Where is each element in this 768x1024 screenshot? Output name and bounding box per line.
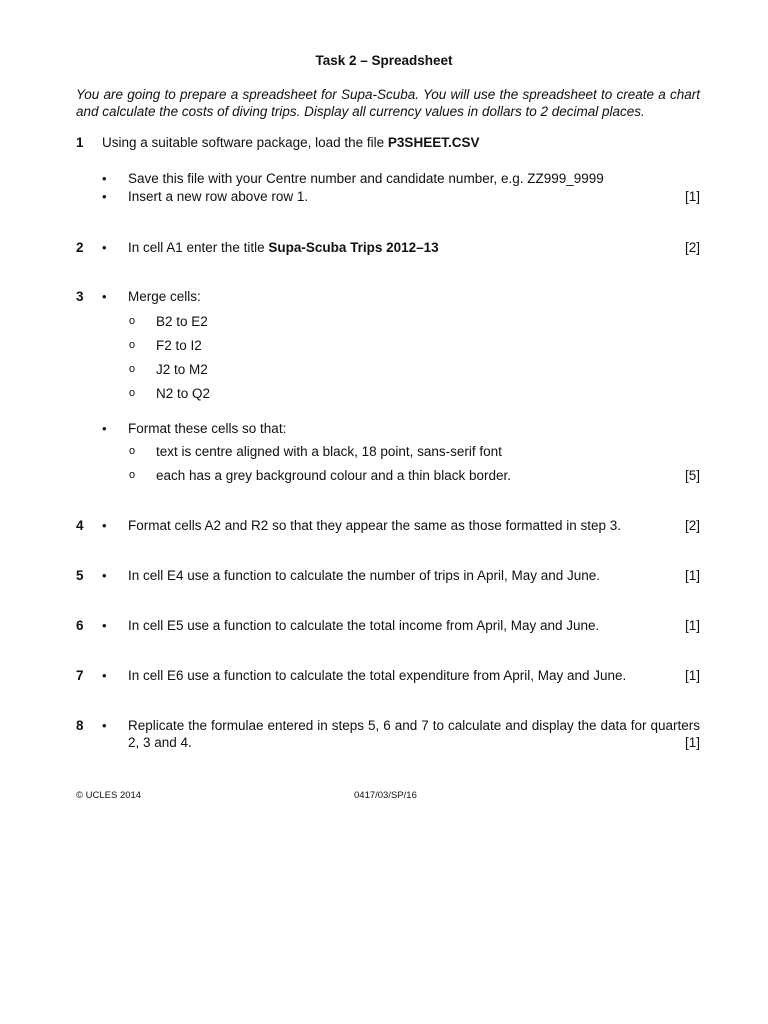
bullet: • — [102, 518, 107, 533]
question-2-mark: [2] — [684, 240, 700, 255]
question-4-text: Format cells A2 and R2 so that they appear the same as those formatted in step 3. — [128, 518, 622, 533]
merge-cell-item: N2 to Q2 — [156, 386, 211, 401]
intro-paragraph: You are going to prepare a spreadsheet for Supa-Scuba. You will use the spreadsheet to create a chart and calculate the costs of diving trips. Display all currency values in dollars to 2 decimal places. — [76, 87, 700, 119]
question-6-number: 6 — [76, 618, 84, 633]
question-8-text: Replicate the formulae entered in steps 5, 6 and 7 to calculate and display the data for quarters 2, 3 and 4. — [128, 718, 700, 750]
bullet: • — [102, 289, 107, 304]
bullet: • — [102, 421, 107, 436]
question-7-mark: [1] — [684, 668, 700, 683]
question-5-number: 5 — [76, 568, 84, 583]
merge-cell-item: B2 to E2 — [156, 314, 208, 329]
question-1-bullet-1: Save this file with your Centre number and candidate number, e.g. ZZ999_9999 — [128, 171, 604, 186]
bullet: • — [102, 668, 107, 683]
footer-paper-code: 0417/03/SP/16 — [354, 790, 417, 801]
merge-cell-item: J2 to M2 — [156, 362, 208, 377]
question-1-bullet-2: Insert a new row above row 1. — [128, 189, 309, 204]
question-5-text: In cell E4 use a function to calculate the number of trips in April, May and June. — [128, 568, 601, 583]
bullet: • — [102, 189, 107, 204]
question-3-number: 3 — [76, 289, 84, 304]
question-3-format-label: Format these cells so that: — [128, 421, 287, 436]
question-1-number: 1 — [76, 135, 84, 150]
bullet: • — [102, 240, 107, 255]
page-title: Task 2 – Spreadsheet — [315, 53, 453, 68]
sub-bullet: o — [129, 469, 136, 481]
sub-bullet: o — [129, 363, 136, 375]
question-5-mark: [1] — [684, 568, 700, 583]
question-7-number: 7 — [76, 668, 84, 683]
footer-copyright: © UCLES 2014 — [76, 790, 142, 801]
question-6-text: In cell E5 use a function to calculate the total income from April, May and June. — [128, 618, 600, 633]
question-2-text: In cell A1 enter the title Supa-Scuba Trips 2012–13 — [128, 240, 439, 255]
sub-bullet: o — [129, 339, 136, 351]
question-1-text: Using a suitable software package, load the file P3SHEET.CSV — [102, 135, 480, 150]
question-1-mark: [1] — [684, 189, 700, 204]
question-8-number: 8 — [76, 718, 84, 733]
sub-bullet: o — [129, 315, 136, 327]
format-item-2: each has a grey background colour and a thin black border. — [156, 468, 511, 483]
question-4-mark: [2] — [684, 518, 700, 533]
question-3-mark: [5] — [684, 468, 700, 483]
format-item-1: text is centre aligned with a black, 18 point, sans-serif font — [156, 444, 502, 459]
merge-cell-item: F2 to I2 — [156, 338, 202, 353]
question-4-number: 4 — [76, 518, 84, 533]
question-2-title-bold: Supa-Scuba Trips 2012–13 — [268, 240, 439, 255]
bullet: • — [102, 718, 107, 733]
question-1-filename: P3SHEET.CSV — [387, 135, 480, 150]
question-2-number: 2 — [76, 240, 84, 255]
bullet: • — [102, 618, 107, 633]
question-7-text: In cell E6 use a function to calculate the total expenditure from April, May and June. — [128, 668, 627, 683]
question-3-merge-label: Merge cells: — [128, 289, 201, 304]
sub-bullet: o — [129, 445, 136, 457]
bullet: • — [102, 171, 107, 186]
sub-bullet: o — [129, 387, 136, 399]
question-6-mark: [1] — [684, 618, 700, 633]
bullet: • — [102, 568, 107, 583]
question-8-mark: [1] — [684, 735, 700, 750]
